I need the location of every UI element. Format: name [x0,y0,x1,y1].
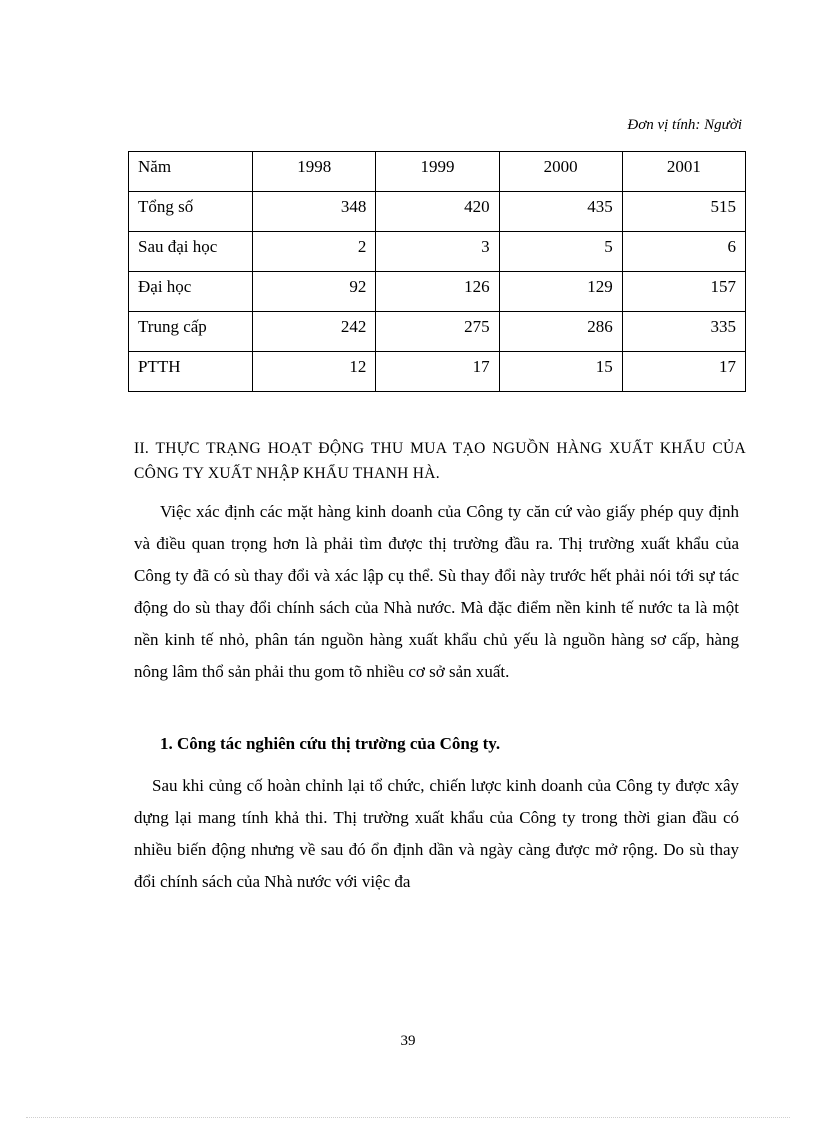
table-cell: 335 [622,312,745,352]
page-number: 39 [400,1033,416,1049]
table-cell: Năm [129,152,253,192]
paragraph: Sau khi củng cố hoàn chỉnh lại tổ chức, chiến lược kinh doanh của Công ty được xây dựng lại mang tính khả thi. Thị trường xuất khẩu của Công ty trong thời gian đầu có nhiều biến động nhưng về sau đó ổn định dần và ngày càng được mở rộng. Do sù thay đổi chính sách của Nhà nước với việc đa [134,776,739,891]
table-cell: 286 [499,312,622,352]
table-cell: 5 [499,232,622,272]
table-cell: 17 [376,352,499,392]
table-cell: 1998 [253,152,376,192]
table-cell: 2 [253,232,376,272]
table-cell: Đại học [129,272,253,312]
table-cell: 17 [622,352,745,392]
unit-note: Đơn vị tính: Người [627,117,742,133]
table-cell: 157 [622,272,745,312]
table-cell: Sau đại học [129,232,253,272]
table-cell: 275 [376,312,499,352]
table-cell: 126 [376,272,499,312]
table-cell: 12 [253,352,376,392]
table-cell: PTTH [129,352,253,392]
table-cell: 2001 [622,152,745,192]
table-cell: 435 [499,192,622,232]
table-row [129,232,746,272]
table-row [129,352,746,392]
table-cell: 420 [376,192,499,232]
paragraph: Việc xác định các mặt hàng kinh doanh của Công ty căn cứ vào giấy phép quy định và điều quan trọng hơn là phải tìm được thị trường đầu ra. Thị trường xuất khẩu của Công ty đã có sù thay đổi và xác lập cụ thể. Sù thay đổi này trước hết phải nói tới sự tác động do sù thay đổi chính sách của Nhà nước. Mà đặc điểm nền kinh tế nước ta là một nền kinh tế nhỏ, phân tán nguồn hàng xuất khẩu chủ yếu là nguồn hàng sơ cấp, hàng nông lâm thổ sản phải thu gom tõ nhiều cơ sở sản xuất. [134,502,739,681]
table-row [129,312,746,352]
table-cell: 1999 [376,152,499,192]
table-row [129,272,746,312]
table-row [129,192,746,232]
page-bottom-divider [26,1117,790,1118]
section-title: II. THỰC TRẠNG HOẠT ĐỘNG THU MUA TẠO NGUỒN HÀNG XUẤT KHẨU CỦA CÔNG TY XUẤT NHẬP KHẨU THANH HÀ. [134,440,746,482]
table-cell: Trung cấp [129,312,253,352]
table-cell: 92 [253,272,376,312]
table-cell: Tổng số [129,192,253,232]
table-cell: 3 [376,232,499,272]
staff-table [128,151,746,392]
table-cell: 129 [499,272,622,312]
subheading: 1. Công tác nghiên cứu thị trường của Công ty. [160,734,501,753]
table-cell: 6 [622,232,745,272]
table-cell: 242 [253,312,376,352]
table-header-row [129,152,746,192]
table-cell: 515 [622,192,745,232]
table-cell: 348 [253,192,376,232]
table-cell: 15 [499,352,622,392]
table-cell: 2000 [499,152,622,192]
